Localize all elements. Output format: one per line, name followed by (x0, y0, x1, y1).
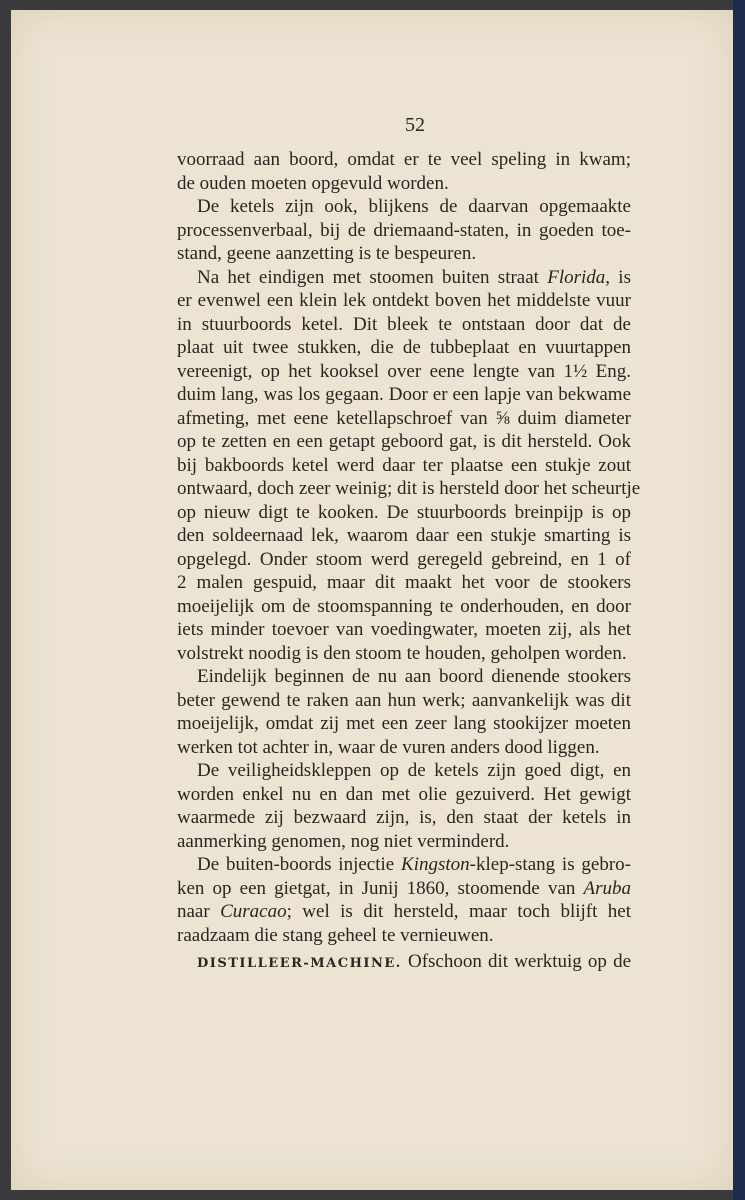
text-line: vereenigt, op het kooksel over eene lengte van 1½ Eng. (177, 360, 632, 382)
text-line: op nieuw digt te kooken. De stuurboords breinpijp is op (177, 501, 631, 523)
text-line: op te zetten en een getapt geboord gat, is dit hersteld. Ook (177, 431, 631, 452)
text-line: 2 malen gespuid, maar dit maakt het voor de stookers (177, 572, 631, 593)
text-line: volstrekt noodig is den stoom te houden, geholpen worden. (177, 642, 627, 664)
text-line: voorraad aan boord, omdat er te veel speling in kwam; (177, 149, 631, 170)
text-line: aanmerking genomen, nog niet verminderd. (177, 830, 510, 852)
text-line: ken op een gietgat, in Junij 1860, stoomende van Aruba (177, 877, 631, 899)
text-line: opgelegd. Onder stoom werd geregeld gebreind, en 1 of (177, 548, 631, 570)
text-line: waarmede zij bezwaard zijn, is, den staat der ketels in (177, 807, 631, 828)
text-line: DISTILLEER-MACHINE. Ofschoon dit werktuig op de (197, 951, 631, 972)
text-line: in stuurboords ketel. Dit bleek te ontstaan door dat de (177, 313, 631, 335)
text-line: worden enkel nu en dan met olie gezuiverd. Het gewigt (177, 783, 631, 805)
text-line: bij bakboords ketel werd daar ter plaatse een stukje zout (177, 454, 631, 476)
text-line: De veiligheidskleppen op de ketels zijn goed digt, en (197, 760, 631, 781)
section-heading: DISTILLEER-MACHINE. (197, 956, 402, 971)
text-line: Eindelijk beginnen de nu aan boord dienende stookers (197, 666, 631, 687)
text-line: werken tot achter in, waar de vuren anders dood liggen. (177, 736, 600, 758)
scan-edge-strip (733, 0, 745, 1200)
text-line: er evenwel een klein lek ontdekt boven het middelste vuur (177, 290, 631, 311)
text-line: naar Curacao; wel is dit hersteld, maar toch blijft het (177, 901, 631, 922)
text-line: moeijelijk, omdat zij met een zeer lang stookijzer moeten (177, 713, 631, 734)
text-line: iets minder toevoer van voedingwater, moeten zij, als het (177, 619, 631, 640)
text-line: beter gewend te raken aan hun werk; aanvankelijk was dit (177, 689, 631, 711)
page-number: 52 (405, 114, 425, 136)
text-line: processenverbaal, bij de driemaand-staten, in goeden toe- (177, 219, 631, 241)
book-page (11, 10, 733, 1190)
text-line: plaat uit twee stukken, die de tubbeplaat en vuurtappen (177, 337, 631, 358)
text-line: moeijelijk om de stoomspanning te onderhouden, en door (177, 595, 631, 617)
text-line: De ketels zijn ook, blijkens de daarvan opgemaakte (197, 196, 631, 217)
text-line: afmeting, met eene ketellapschroef van ⅝ duim diameter (177, 407, 631, 429)
text-line: den soldeernaad lek, waarom daar een stukje smarting is (177, 525, 631, 546)
text-line: De buiten-boords injectie Kingston-klep-stang is gebro- (197, 854, 632, 875)
text-line: duim lang, was los gegaan. Door er een lapje van bekwame (177, 384, 631, 405)
text-line: ontwaard, doch zeer weinig; dit is hersteld door het scheurtje (177, 478, 641, 499)
text-line: raadzaam die stang geheel te vernieuwen. (177, 924, 494, 946)
text-line: stand, geene aanzetting is te bespeuren. (177, 243, 477, 264)
text-line: de ouden moeten opgevuld worden. (177, 172, 449, 194)
text-line: Na het eindigen met stoomen buiten straat Florida, is (197, 266, 631, 288)
body-text (177, 148, 641, 974)
